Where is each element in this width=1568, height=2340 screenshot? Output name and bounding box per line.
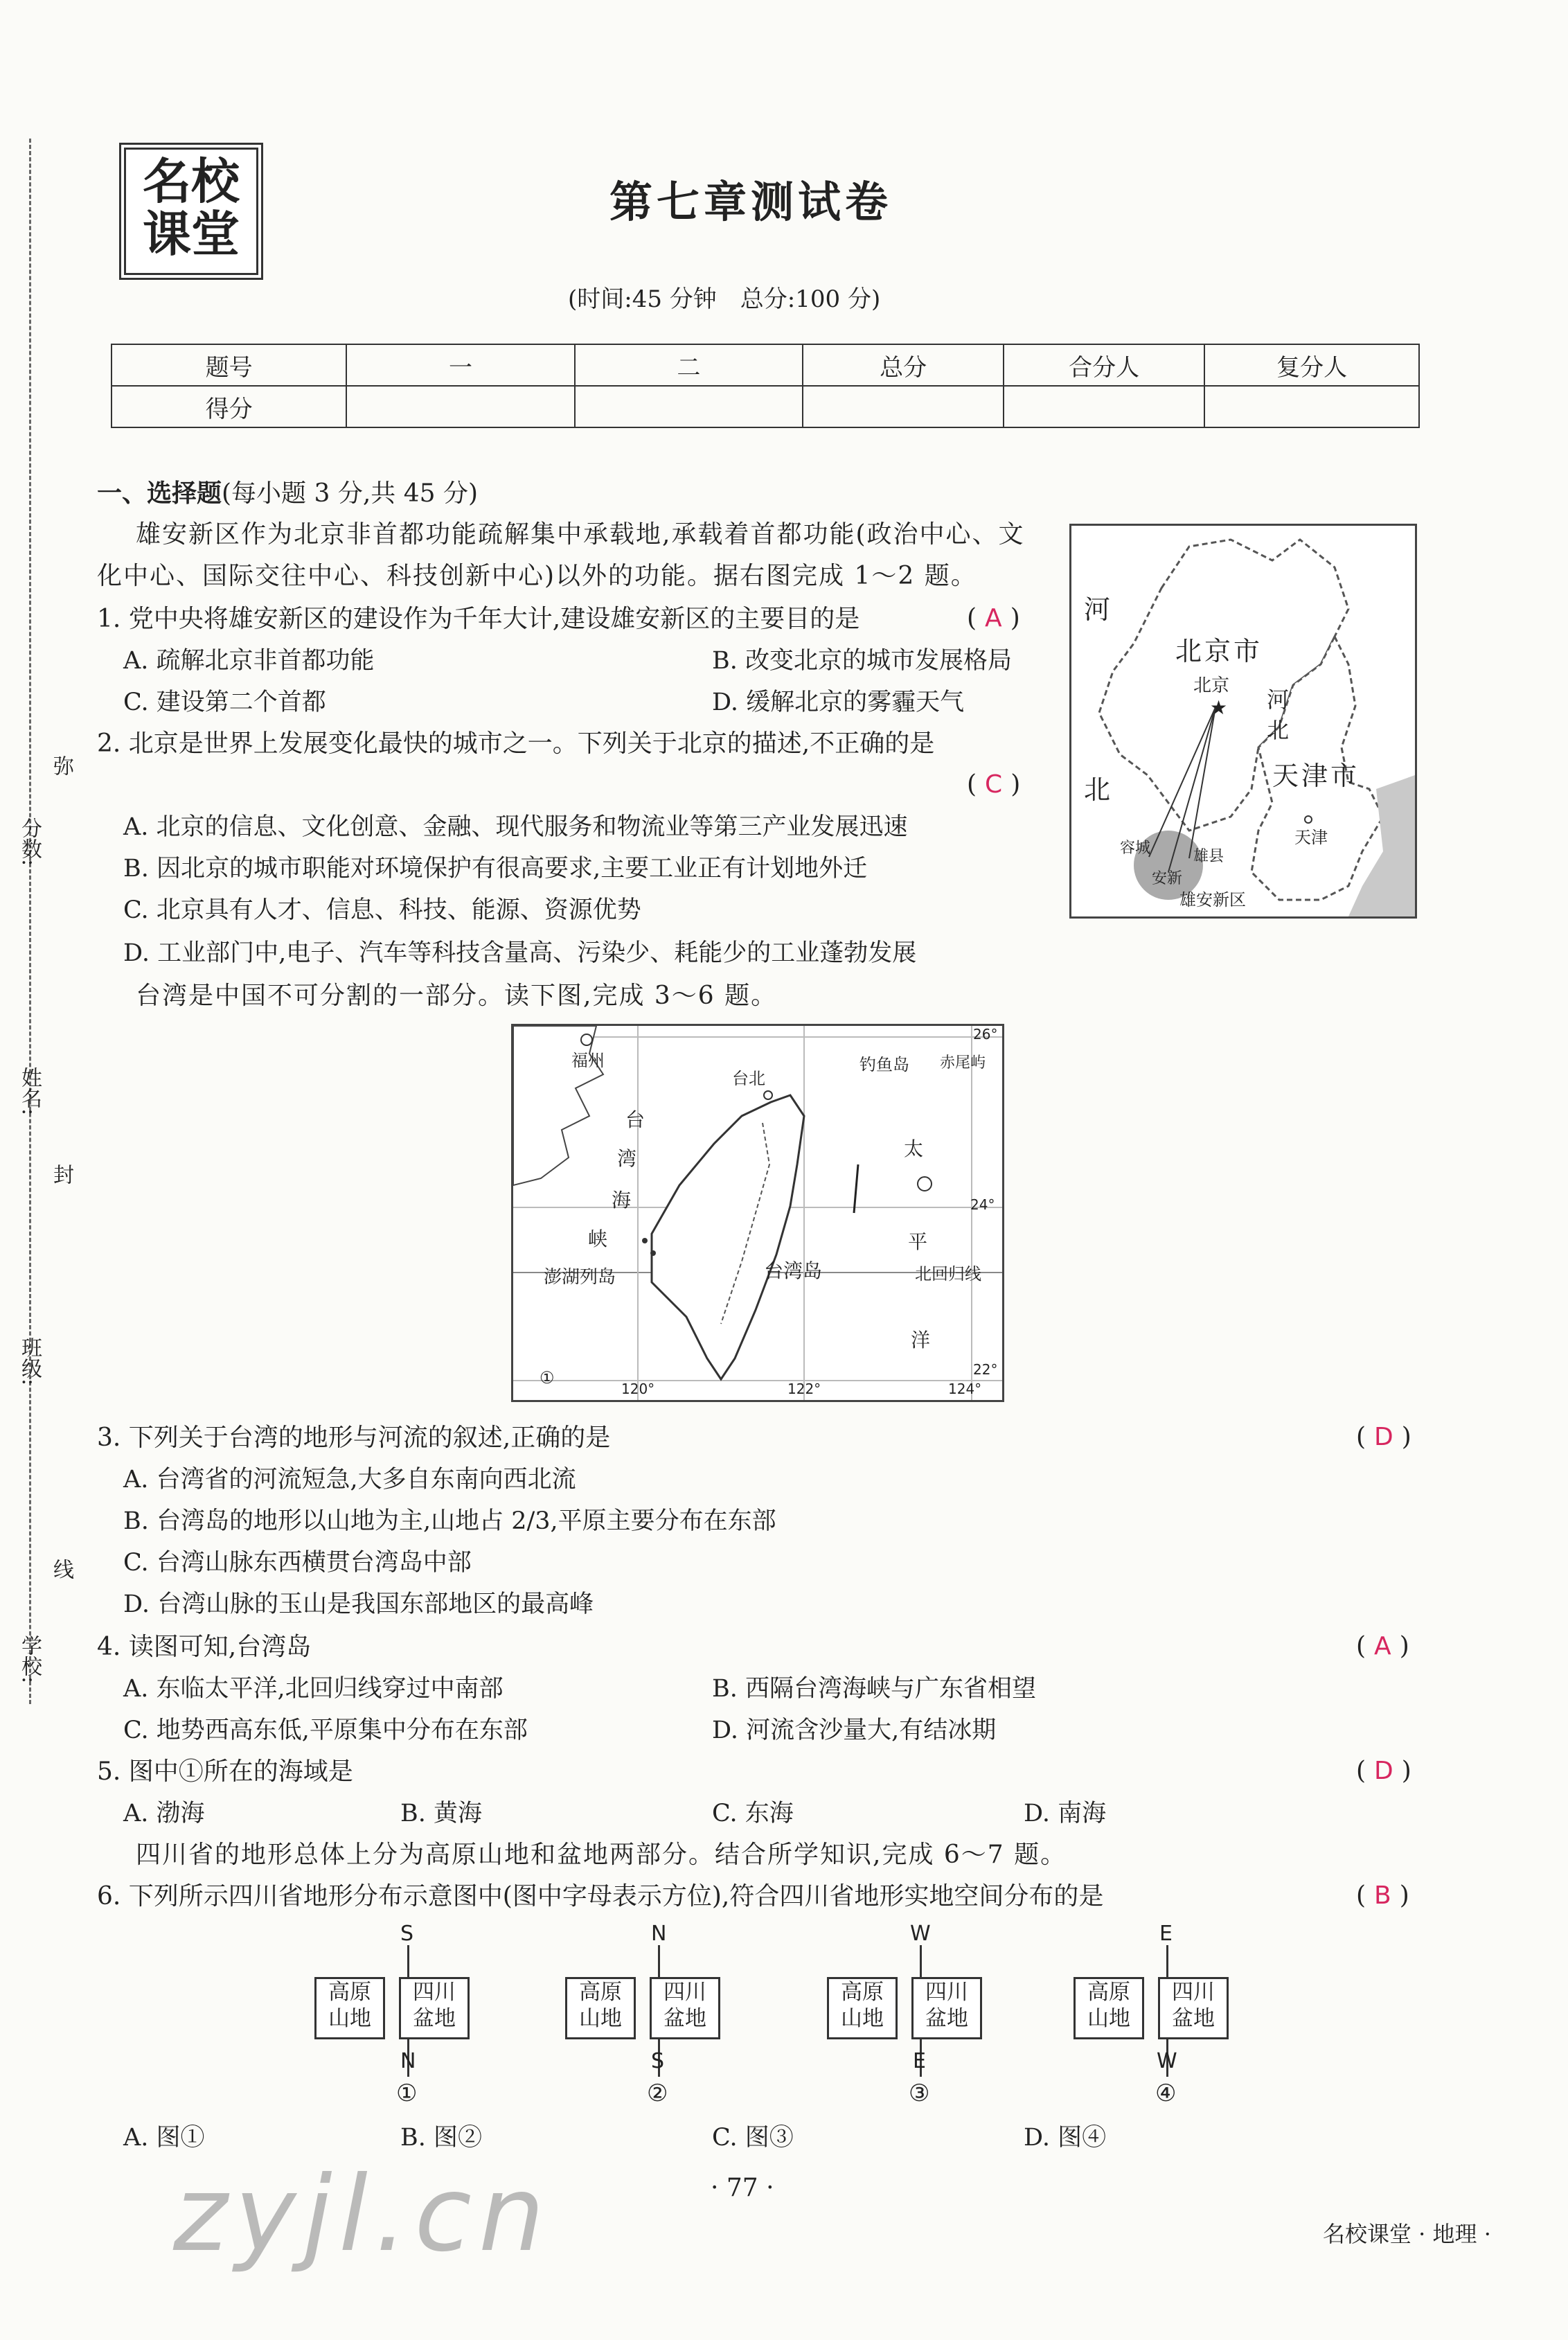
map1-bei: 北 bbox=[1084, 774, 1111, 805]
q2-option-d[interactable]: D. 工业部门中,电子、汽车等科技含量高、污染少、耗能少的工业蓬勃发展 bbox=[123, 939, 917, 967]
diagram-4-bottom: W bbox=[1157, 2049, 1177, 2073]
map2-chiweiyu: 赤尾屿 bbox=[940, 1054, 986, 1072]
diagram-4-left-box: 高原 山地 bbox=[1073, 1977, 1144, 2039]
score-blank[interactable] bbox=[346, 386, 574, 427]
q3-stem: 3. 下列关于台湾的地形与河流的叙述,正确的是 bbox=[97, 1424, 611, 1452]
diagram-2-num: ② bbox=[647, 2080, 668, 2107]
beijing-map-svg bbox=[1071, 526, 1415, 916]
map2-tai2: 太 bbox=[904, 1137, 924, 1160]
map2-taiwandao: 台湾岛 bbox=[764, 1259, 823, 1282]
map2-ping: 平 bbox=[908, 1230, 928, 1253]
map2-lon120: 120° bbox=[621, 1381, 655, 1397]
side-xuexiao: 学校: bbox=[17, 1635, 42, 1684]
map1-tianjinshi: 天津市 bbox=[1272, 761, 1360, 791]
score-cell: 一 bbox=[346, 344, 574, 386]
map1-beijingshi: 北京市 bbox=[1175, 636, 1263, 666]
map2-lon124: 124° bbox=[948, 1381, 982, 1397]
map2-circle1: ① bbox=[540, 1368, 555, 1388]
q4-stem: 4. 读图可知,台湾岛 bbox=[97, 1633, 312, 1661]
q3-option-c[interactable]: C. 台湾山脉东西横贯台湾岛中部 bbox=[123, 1549, 472, 1577]
diagram-3-top: W bbox=[910, 1922, 931, 1946]
q1-option-a[interactable]: A. 疏解北京非首都功能 bbox=[123, 647, 375, 675]
page-number: · 77 · bbox=[711, 2174, 774, 2202]
q2-stem: 2. 北京是世界上发展变化最快的城市之一。下列关于北京的描述,不正确的是 bbox=[97, 729, 935, 758]
side-xingming: 姓名: bbox=[17, 1067, 42, 1116]
logo-line2: 课堂 bbox=[143, 206, 240, 263]
diagram-1-right-box: 四川 盆地 bbox=[399, 1977, 470, 2039]
map2-lat22: 22° bbox=[973, 1361, 998, 1378]
q6-stem: 6. 下列所示四川省地形分布示意图中(图中字母表示方位),符合四川省地形实地空间分布的是 bbox=[97, 1882, 1104, 1911]
q2-option-b[interactable]: B. 因北京的城市职能对环境保护有很高要求,主要工业正有计划地外迁 bbox=[123, 855, 868, 883]
diagram-4-top: E bbox=[1159, 1922, 1173, 1946]
section-title: 一、选择题(每小题 3 分,共 45 分) bbox=[97, 479, 479, 508]
map2-beihuiguixian: 北回归线 bbox=[915, 1264, 981, 1284]
q2-answer: ( C ) bbox=[967, 770, 1021, 799]
map2-fuzhou: 福州 bbox=[571, 1051, 605, 1070]
q1-option-c[interactable]: C. 建设第二个首都 bbox=[123, 689, 326, 716]
q5-stem: 5. 图中①所在的海域是 bbox=[97, 1757, 353, 1786]
side-feng: 封 bbox=[49, 1164, 73, 1185]
score-blank[interactable] bbox=[803, 386, 1004, 427]
q5-option-c[interactable]: C. 东海 bbox=[712, 1800, 794, 1827]
q1-option-b[interactable]: B. 改变北京的城市发展格局 bbox=[712, 647, 1012, 675]
diagram-1-top: S bbox=[400, 1922, 414, 1946]
logo-stamp bbox=[119, 143, 263, 280]
diagram-3-left-box: 高原 山地 bbox=[827, 1977, 898, 2039]
diagram-3-num: ③ bbox=[909, 2080, 930, 2107]
side-banji: 班级: bbox=[17, 1337, 42, 1386]
q2-option-a[interactable]: A. 北京的信息、文化创意、金融、现代服务和物流业等第三产业发展迅速 bbox=[123, 813, 908, 841]
score-table bbox=[111, 344, 1420, 428]
diagram-4-right-box: 四川 盆地 bbox=[1158, 1977, 1229, 2039]
taiwan-map bbox=[511, 1024, 1004, 1402]
diagram-4[interactable] bbox=[1071, 1922, 1265, 2107]
q4-option-d[interactable]: D. 河流含沙量大,有结冰期 bbox=[712, 1717, 997, 1744]
side-mi: 弥 bbox=[49, 755, 73, 776]
footer-brand: 名校课堂 · 地理 · bbox=[1323, 2221, 1491, 2247]
side-xian: 线 bbox=[49, 1559, 73, 1579]
intro3: 四川省的地形总体上分为高原山地和盆地两部分。结合所学知识,完成 6～7 题。 bbox=[136, 1841, 1067, 1869]
margin-line-top bbox=[29, 139, 31, 1704]
map2-lat24: 24° bbox=[970, 1196, 995, 1213]
map1-xiongan: 雄安新区 bbox=[1179, 890, 1246, 910]
q1-answer: ( A ) bbox=[967, 604, 1020, 632]
diagram-3[interactable] bbox=[824, 1922, 1018, 2107]
q6-option-a[interactable]: A. 图① bbox=[123, 2124, 205, 2152]
diagram-1[interactable] bbox=[312, 1922, 506, 2107]
map2-xia: 峡 bbox=[588, 1227, 608, 1250]
q5-answer: ( D ) bbox=[1356, 1757, 1411, 1785]
logo-line1: 名校 bbox=[143, 153, 240, 210]
diagram-1-num: ① bbox=[396, 2080, 418, 2107]
q2-option-c[interactable]: C. 北京具有人才、信息、科技、能源、资源优势 bbox=[123, 896, 641, 924]
watermark: zyjl.cn bbox=[173, 2154, 552, 2275]
map1-he: 河 bbox=[1084, 594, 1111, 625]
diagram-3-bottom: E bbox=[913, 2049, 926, 2073]
map2-hai: 海 bbox=[612, 1189, 632, 1212]
map1-rongcheng: 容城 bbox=[1120, 840, 1151, 857]
diagram-2[interactable] bbox=[562, 1922, 756, 2107]
q3-option-a[interactable]: A. 台湾省的河流短急,大多自东南向西北流 bbox=[123, 1466, 576, 1493]
map1-beijing: 北京 bbox=[1193, 675, 1230, 696]
map1-hebei2: 北 bbox=[1267, 717, 1290, 743]
score-blank[interactable] bbox=[1004, 386, 1204, 427]
map2-taibei: 台北 bbox=[732, 1069, 765, 1088]
q3-answer: ( D ) bbox=[1356, 1423, 1411, 1451]
svg-text:★: ★ bbox=[1210, 696, 1228, 719]
q4-option-b[interactable]: B. 西隔台湾海峡与广东省相望 bbox=[712, 1675, 1036, 1703]
diagram-2-top: N bbox=[651, 1922, 667, 1946]
q4-answer: ( A ) bbox=[1356, 1632, 1409, 1660]
map2-diaoyudao: 钓鱼岛 bbox=[859, 1055, 909, 1074]
map1-xiongxian: 雄县 bbox=[1193, 848, 1224, 865]
page-title: 第七章测试卷 bbox=[609, 177, 893, 227]
intro1-line2: 化中心、国际交往中心、科技创新中心)以外的功能。据右图完成 1～2 题。 bbox=[97, 562, 977, 590]
map1-tianjin: 天津 bbox=[1294, 828, 1328, 847]
diagram-2-left-box: 高原 山地 bbox=[565, 1977, 636, 2039]
beijing-map bbox=[1069, 524, 1417, 919]
map2-lat26: 26° bbox=[973, 1026, 998, 1043]
q6-option-c[interactable]: C. 图③ bbox=[712, 2124, 794, 2152]
map2-lon122: 122° bbox=[787, 1381, 821, 1397]
score-cell: 题号 bbox=[112, 344, 346, 386]
intro2: 台湾是中国不可分割的一部分。读下图,完成 3～6 题。 bbox=[136, 982, 778, 1010]
map2-tai: 台 bbox=[625, 1108, 645, 1131]
score-cell: 合分人 bbox=[1004, 344, 1204, 386]
diagram-1-bottom: N bbox=[400, 2049, 416, 2073]
diagram-2-right-box: 四川 盆地 bbox=[650, 1977, 720, 2039]
map1-hebei1: 河 bbox=[1267, 686, 1290, 713]
diagram-4-num: ④ bbox=[1155, 2080, 1177, 2107]
q5-option-a[interactable]: A. 渤海 bbox=[123, 1800, 205, 1827]
map2-yang: 洋 bbox=[911, 1329, 931, 1351]
page-subtitle: (时间:45 分钟 总分:100 分) bbox=[568, 285, 881, 313]
diagram-3-right-box: 四川 盆地 bbox=[911, 1977, 982, 2039]
diagram-2-bottom: S bbox=[651, 2049, 665, 2073]
score-blank[interactable] bbox=[1204, 386, 1419, 427]
q3-option-d[interactable]: D. 台湾山脉的玉山是我国东部地区的最高峰 bbox=[123, 1590, 594, 1618]
diagram-1-left-box: 高原 山地 bbox=[314, 1977, 385, 2039]
q4-option-a[interactable]: A. 东临太平洋,北回归线穿过中南部 bbox=[123, 1675, 504, 1703]
score-cell: 复分人 bbox=[1204, 344, 1419, 386]
q6-option-d[interactable]: D. 图④ bbox=[1024, 2124, 1107, 2152]
q4-option-c[interactable]: C. 地势西高东低,平原集中分布在东部 bbox=[123, 1717, 528, 1744]
score-blank[interactable] bbox=[575, 386, 803, 427]
intro1-line1: 雄安新区作为北京非首都功能疏解集中承载地,承载着首都功能(政治中心、文 bbox=[136, 520, 1025, 549]
q1-stem: 1. 党中央将雄安新区的建设作为千年大计,建设雄安新区的主要目的是 bbox=[97, 605, 860, 633]
score-cell: 总分 bbox=[803, 344, 1004, 386]
q6-answer: ( B ) bbox=[1356, 1881, 1409, 1910]
q5-option-b[interactable]: B. 黄海 bbox=[400, 1800, 482, 1827]
q1-option-d[interactable]: D. 缓解北京的雾霾天气 bbox=[712, 689, 965, 716]
q6-option-b[interactable]: B. 图② bbox=[400, 2124, 482, 2152]
map2-wan: 湾 bbox=[617, 1147, 637, 1170]
score-cell: 二 bbox=[575, 344, 803, 386]
q5-option-d[interactable]: D. 南海 bbox=[1024, 1800, 1107, 1827]
side-fen: 分数: bbox=[17, 817, 42, 867]
map2-penghu: 澎湖列岛 bbox=[544, 1267, 616, 1288]
map1-anxin: 安新 bbox=[1152, 870, 1183, 887]
score-cell: 得分 bbox=[112, 386, 346, 427]
q3-option-b[interactable]: B. 台湾岛的地形以山地为主,山地占 2/3,平原主要分布在东部 bbox=[123, 1507, 776, 1535]
